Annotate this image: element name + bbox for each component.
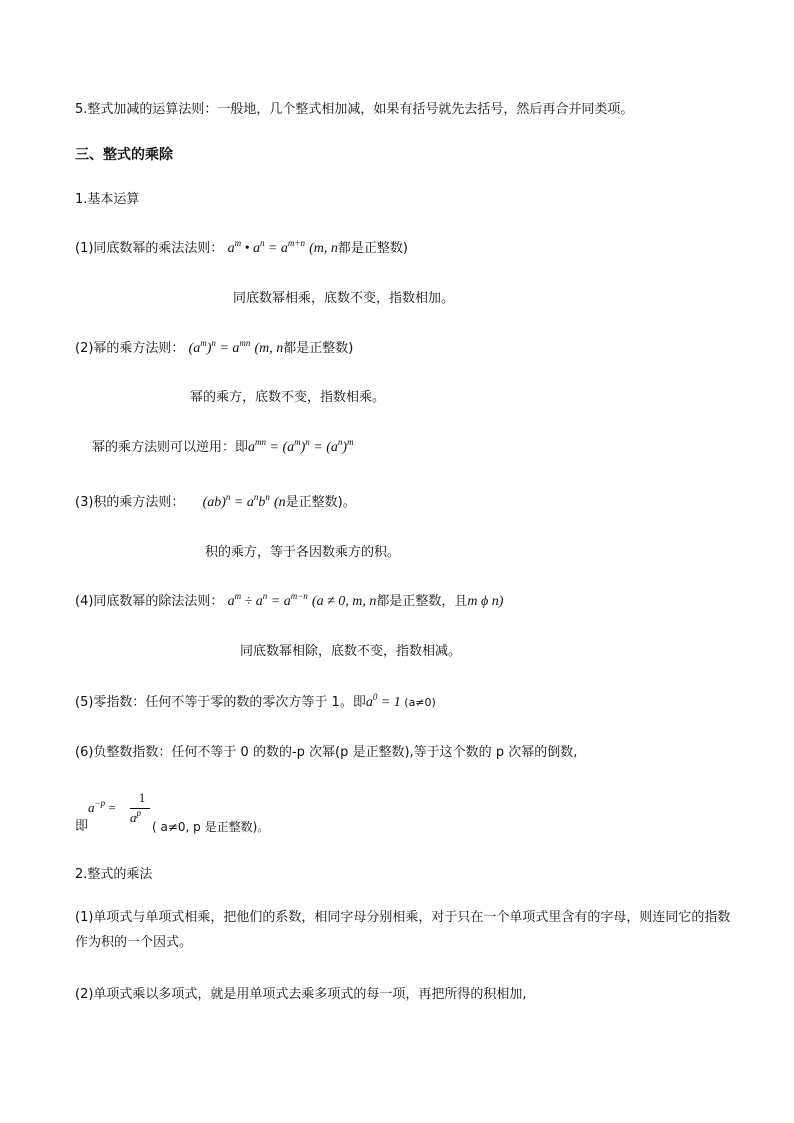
rule-1 xyxy=(75,240,408,258)
rule-2-description: 幂的乘方，底数不变，指数相乘。 xyxy=(190,390,386,405)
rule-4-description: 同底数幂相除，底数不变，指数相减。 xyxy=(240,644,462,659)
rule-2-reverse xyxy=(92,439,354,457)
rule-2 xyxy=(75,340,353,358)
rule-2-label: (2)幂的乘方法则： xyxy=(75,341,185,356)
rule-1-label: (1)同底数幂的乘法法则： xyxy=(75,241,224,256)
rule-5-condition: (a≠0) xyxy=(400,696,436,709)
rule-4-condition-relation: m ϕ n) xyxy=(467,594,504,609)
rule-m1-paragraph: (1)单项式与单项式相乘，把他们的系数，相同字母分别相乘，对于只在一个单项式里含有的字母，则连同它的指数作为积的一个因式。 xyxy=(75,910,731,950)
rule-2-reverse-formula: $a^{mn} = (a^m)^n = (a^n)^m$ xyxy=(248,437,354,455)
rule-6-ji: 即 xyxy=(75,819,89,834)
rule-2-condition: 都是正整数) xyxy=(283,341,354,356)
rule-4 xyxy=(75,593,503,611)
rule-4-condition: 都是正整数，且 xyxy=(376,594,468,609)
rule-3 xyxy=(75,494,356,512)
rule-3-condition: 是正整数)。 xyxy=(285,495,356,510)
rule-4-label: (4)同底数幂的除法法则： xyxy=(75,594,224,609)
rule-6-condition: ( a≠0, p 是正整数)。 xyxy=(152,820,270,834)
rule-2-formula: $(a^m)^n = a^{mn}$ xyxy=(188,338,251,356)
rule-3-description: 积的乘方，等于各因数乘方的积。 xyxy=(205,545,401,560)
rule-3-condition-vars: (n xyxy=(273,495,286,510)
rule-1-condition: 都是正整数) xyxy=(337,241,408,256)
subheading-multiplication: 2.整式的乘法 xyxy=(75,867,153,882)
section-heading: 三、整式的乘除 xyxy=(75,147,173,163)
rule-5-label: (5)零指数：任何不等于零的数的零次方等于 1。即 xyxy=(75,695,366,710)
rule-1-description: 同底数幂相乘，底数不变，指数相加。 xyxy=(233,291,455,306)
rule-m2-text: (2)单项式乘以多项式，就是用单项式去乘多项式的每一项，再把所得的积相加, xyxy=(75,987,527,1002)
rule-5-zero-exponent xyxy=(75,694,436,712)
rule-6-negative-exponent: (6)负整数指数：任何不等于 0 的数的-p 次幂(p 是正整数),等于这个数的 p 次幂的倒数, xyxy=(75,745,578,760)
rule-3-formula: $(ab)^n = a^nb^n$ xyxy=(202,492,270,510)
rule-1-formula: $a^m$ • $a^n = a^{m+n}$ xyxy=(227,238,305,256)
rule-5-text: 5.整式加减的运算法则：一般地，几个整式相加减，如果有括号就先去括号，然后再合并同类项。 xyxy=(75,102,634,117)
rule-3-label: (3)积的乘方法则： xyxy=(75,495,185,510)
rule-2-condition-vars: (m, n xyxy=(254,341,284,356)
rule-4-condition-vars: (a ≠ 0, m, n xyxy=(311,594,377,609)
rule-1-condition-vars: (m, n xyxy=(309,241,338,256)
rule-2-reverse-label: 幂的乘方法则可以逆用：即 xyxy=(92,440,249,455)
rule-5-formula: $a^0 = 1$ xyxy=(365,692,401,710)
subheading-basic-ops: 1.基本运算 xyxy=(75,192,140,207)
rule-4-formula: $a^m \div a^n = a^{m-n}$ xyxy=(227,591,308,609)
rule-6-formula: $a^{-p}$ = 1 $a^p$ xyxy=(88,790,168,830)
